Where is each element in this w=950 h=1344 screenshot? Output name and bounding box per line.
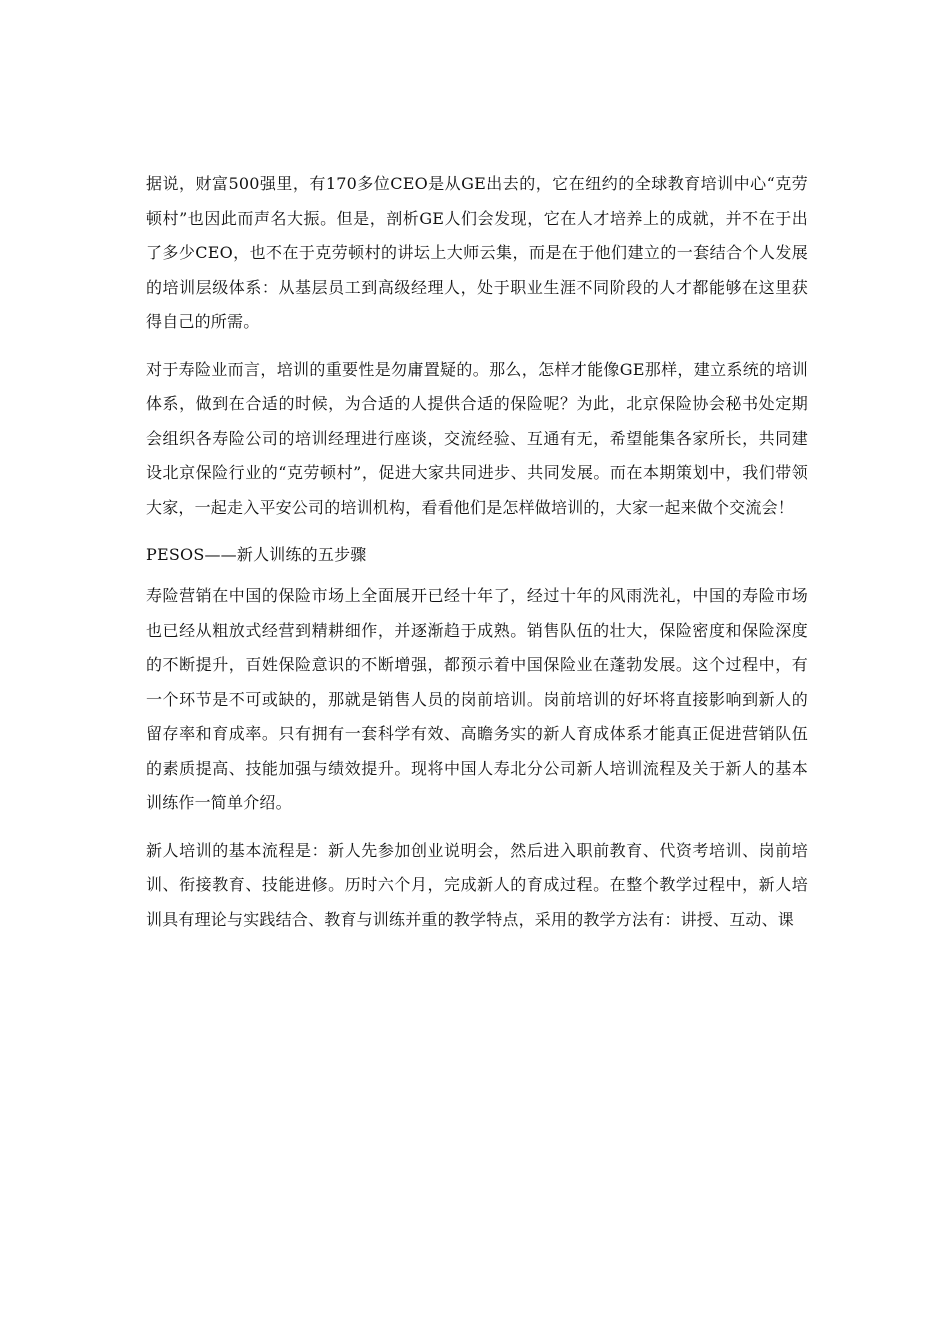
intro-paragraph-2: 对于寿险业而言，培训的重要性是勿庸置疑的。那么，怎样才能像GE那样，建立系统的培训体系，做到在合适的时候，为合适的人提供合适的保险呢？为此，北京保险协会秘书处定期会组织各寿险公司的培训经理进行座谈，交流经验、互通有无，希望能集各家所长，共同建设北京保险行业的“克劳顿村”，促进大家共同进步、共同发展。而在本期策划中，我们带领大家，一起走入平安公司的培训机构，看看他们是怎样做培训的，大家一起来做个交流会！ <box>146 359 808 517</box>
section-paragraph-1: 寿险营销在中国的保险市场上全面展开已经十年了，经过十年的风雨洗礼，中国的寿险市场也已经从粗放式经营到精耕细作，并逐渐趋于成熟。销售队伍的壮大，保险密度和保险深度的不断提升，百姓保险意识的不断增强，都预示着中国保险业在蓬勃发展。这个过程中，有一个环节是不可或缺的，那就是销售人员的岗前培训。岗前培训的好坏将直接影响到新人的留存率和育成率。只有拥有一套科学有效、高瞻务实的新人育成体系才能真正促进营销队伍的素质提高、技能加强与绩效提升。现将中国人寿北分公司新人培训流程及关于新人的基本训练作一简单介绍。 <box>146 586 808 812</box>
intro-paragraph-1: 据说，财富500强里，有170多位CEO是从GE出去的，它在纽约的全球教育培训中心“克劳顿村”也因此而声名大振。但是，剖析GE人们会发现，它在人才培养上的成就，并不在于出了多少CEO，也不在于克劳顿村的讲坛上大师云集，而是在于他们建立的一套结合个人发展的培训层级体系：从基层员工到高级经理人，处于职业生涯不同阶段的人才都能够在这里获得自己的所需。 <box>146 174 808 331</box>
document-page <box>146 167 808 937</box>
section-heading: PESOS——新人训练的五步骤 <box>146 545 367 564</box>
section-paragraph-2: 新人培训的基本流程是：新人先参加创业说明会，然后进入职前教育、代资考培训、岗前培训、衔接教育、技能进修。历时六个月，完成新人的育成过程。在整个教学过程中，新人培训具有理论与实践结合、教育与训练并重的教学特点，采用的教学方法有：讲授、互动、课 <box>146 840 808 929</box>
